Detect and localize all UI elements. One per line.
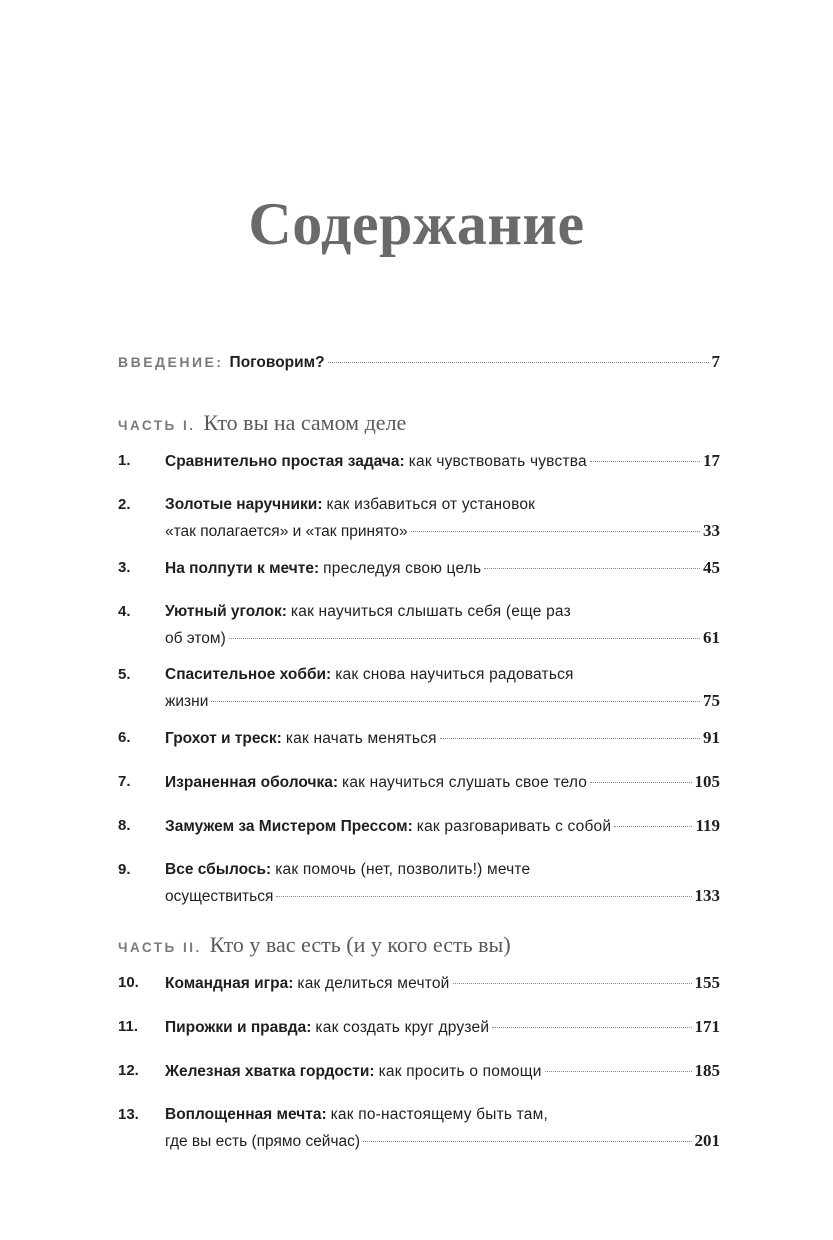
dot-leader [328, 362, 709, 363]
chapter-subtitle: как избавиться от установок [326, 496, 536, 513]
chapter-subtitle: как начать меняться [285, 730, 437, 747]
toc-entry[interactable] [118, 599, 720, 652]
page-number: 7 [711, 352, 720, 371]
chapter-number: 13. [118, 1106, 139, 1123]
chapter-number: 10. [118, 974, 139, 991]
toc-entry[interactable] [118, 1102, 720, 1155]
page-number: 105 [694, 772, 720, 791]
toc-intro[interactable] [118, 352, 720, 386]
part-label: ЧАСТЬ I. [118, 418, 196, 433]
part-heading [118, 932, 720, 958]
part-label: ЧАСТЬ II. [118, 940, 202, 955]
table-of-contents [118, 352, 720, 1165]
toc-entry[interactable] [118, 857, 720, 910]
chapter-title: Командная игра: [165, 975, 294, 992]
toc-entry[interactable] [118, 970, 720, 997]
chapter-number: 7. [118, 773, 131, 790]
toc-entry[interactable] [118, 813, 720, 840]
toc-entry[interactable] [118, 662, 720, 715]
chapter-number: 4. [118, 603, 131, 620]
chapter-title: Сравнительно простая задача: [165, 453, 405, 470]
chapter-number: 11. [118, 1018, 139, 1035]
page-number: 75 [703, 691, 720, 710]
chapter-title: Все сбылось: [165, 861, 272, 878]
dot-leader [211, 701, 700, 702]
chapter-subtitle-cont: «так полагается» и «так принято» [165, 523, 408, 540]
chapter-title: Воплощенная мечта: [165, 1106, 327, 1123]
chapter-subtitle: как по-настоящему быть там, [330, 1106, 548, 1123]
page-number: 185 [694, 1061, 720, 1080]
chapter-number: 9. [118, 861, 131, 878]
dot-leader [229, 638, 700, 639]
page-title: Содержание [248, 191, 585, 257]
dot-leader [590, 782, 691, 783]
chapter-number: 2. [118, 496, 131, 513]
page-number: 45 [703, 558, 720, 577]
chapter-title: Грохот и треск: [165, 730, 282, 747]
dot-leader [276, 896, 691, 897]
toc-entry[interactable] [118, 769, 720, 796]
dot-leader [363, 1141, 691, 1142]
toc-entry[interactable] [118, 725, 720, 752]
page-number: 133 [694, 886, 720, 905]
chapter-title: Пирожки и правда: [165, 1019, 312, 1036]
dot-leader [411, 531, 700, 532]
chapter-title: Спасительное хобби: [165, 666, 332, 683]
chapter-title: На полпути к мечте: [165, 560, 320, 577]
chapter-subtitle: как научиться слышать себя (еще раз [290, 603, 571, 620]
dot-leader [453, 983, 692, 984]
dot-leader [484, 568, 700, 569]
chapter-number: 6. [118, 729, 131, 746]
chapter-subtitle: как разговаривать с собой [416, 818, 612, 835]
chapter-subtitle: как чувствовать чувства [408, 453, 587, 470]
chapter-title: Уютный уголок: [165, 603, 287, 620]
chapter-subtitle-cont: где вы есть (прямо сейчас) [165, 1133, 361, 1150]
chapter-subtitle: преследуя свою цель [323, 560, 482, 577]
page-number: 17 [703, 451, 720, 470]
part-title: Кто у вас есть (и у кого есть вы) [209, 932, 511, 957]
dot-leader [614, 826, 692, 827]
chapter-title: Израненная оболочка: [165, 774, 338, 791]
part-heading [118, 410, 720, 436]
toc-entry[interactable] [118, 1014, 720, 1041]
dot-leader [492, 1027, 691, 1028]
chapter-subtitle-cont: жизни [165, 693, 209, 710]
chapter-subtitle: как делиться мечтой [297, 975, 450, 992]
dot-leader [545, 1071, 692, 1072]
dot-leader [440, 738, 700, 739]
chapter-title: Золотые наручники: [165, 496, 323, 513]
chapter-subtitle-cont: об этом) [165, 630, 226, 647]
chapter-title: Железная хватка гордости: [165, 1063, 375, 1080]
page-number: 155 [694, 973, 720, 992]
page-number: 33 [703, 521, 720, 540]
chapter-number: 5. [118, 666, 131, 683]
page-number: 61 [703, 628, 720, 647]
chapter-subtitle: как снова научиться радоваться [335, 666, 574, 683]
intro-title: Поговорим? [229, 354, 325, 371]
chapter-subtitle: как создать круг друзей [315, 1019, 490, 1036]
dot-leader [590, 461, 700, 462]
chapter-number: 8. [118, 817, 131, 834]
page-number: 119 [695, 816, 720, 835]
toc-entry[interactable] [118, 1058, 720, 1085]
chapter-number: 12. [118, 1062, 139, 1079]
chapter-subtitle: как помочь (нет, позволить!) мечте [275, 861, 531, 878]
page-number: 171 [694, 1017, 720, 1036]
chapter-subtitle-cont: осуществиться [165, 888, 274, 905]
part-title: Кто вы на самом деле [203, 410, 407, 435]
chapter-number: 1. [118, 452, 131, 469]
toc-entry[interactable] [118, 555, 720, 582]
toc-entry[interactable] [118, 492, 720, 545]
page-number: 201 [694, 1131, 720, 1150]
chapter-title: Замужем за Мистером Прессом: [165, 818, 413, 835]
intro-label: ВВЕДЕНИЕ: [118, 354, 224, 370]
page-number: 91 [703, 728, 720, 747]
chapter-number: 3. [118, 559, 131, 576]
toc-entry[interactable] [118, 448, 720, 475]
chapter-subtitle: как научиться слушать свое тело [342, 774, 588, 791]
chapter-subtitle: как просить о помощи [378, 1063, 542, 1080]
